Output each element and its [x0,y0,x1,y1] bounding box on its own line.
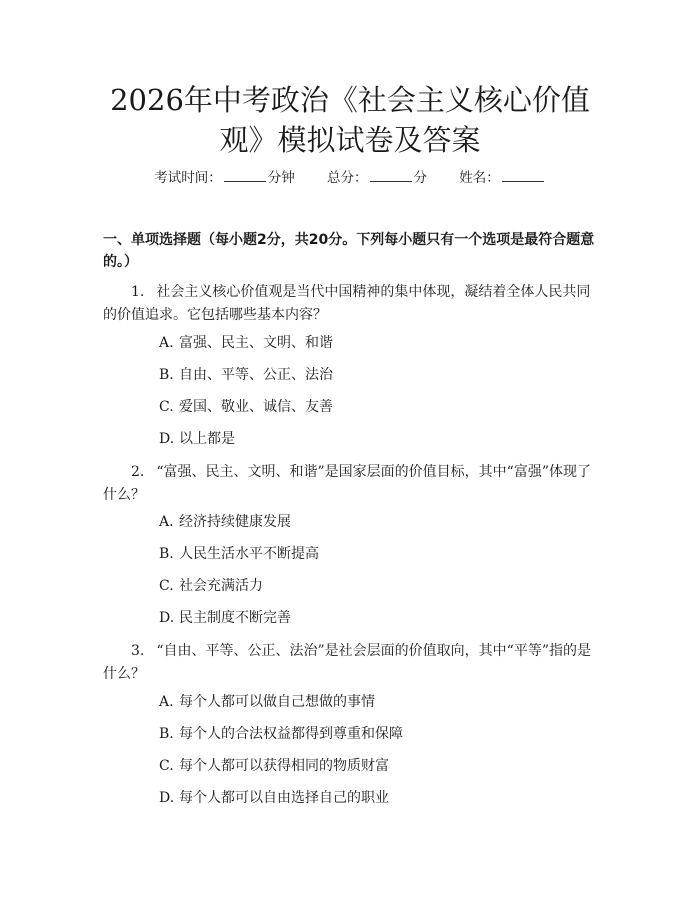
question-2-option-a [159,512,291,532]
option-text: 富强、民主、文明、和谐 [179,335,333,351]
student-name-field [459,168,546,188]
page-title: 2026年中考政治《社会主义核心价值观》模拟试卷及答案 [110,83,590,157]
question-2-option-c [159,576,263,596]
option-letter: A. [159,514,174,530]
question-text: “富强、民主、文明、和谐”是国家层面的价值目标，其中“富强”体现了什么？ [103,464,591,503]
student-name-label: 姓名： [459,170,500,186]
student-name-blank [502,168,544,182]
question-3-option-a [159,692,375,712]
question-number: 3. [131,643,145,659]
option-text: 自由、平等、公正、法治 [179,367,333,383]
question-3-option-c [159,756,389,776]
question-1 [103,281,600,327]
option-text: 人民生活水平不断提高 [179,546,319,562]
total-score-unit: 分 [413,170,427,186]
option-letter: C. [159,399,174,415]
exam-time-field [154,168,295,188]
question-3-option-b [159,724,403,744]
option-letter: B. [159,367,174,383]
option-text: 每个人都可以获得相同的物质财富 [179,758,389,774]
total-score-field [327,168,427,188]
option-letter: B. [159,546,174,562]
option-letter: C. [159,758,174,774]
question-text: 社会主义核心价值观是当代中国精神的集中体现，凝结着全体人民共同的价值追求。它包括哪些基本内容？ [103,284,591,323]
exam-time-unit: 分钟 [267,170,295,186]
option-letter: A. [159,694,174,710]
option-text: 每个人都可以做自己想做的事情 [179,694,375,710]
question-3 [103,640,600,686]
option-letter: D. [159,431,175,447]
option-letter: D. [159,790,175,806]
exam-info-line [0,168,700,188]
option-text: 每个人都可以自由选择自己的职业 [179,790,389,806]
section-header: 一、单项选择题（每小题2分，共20分。下列每小题只有一个选项是最符合题意的。） [103,232,595,270]
question-2-option-b [159,544,319,564]
exam-time-blank [224,168,266,182]
question-text: “自由、平等、公正、法治”是社会层面的价值取向，其中“平等”指的是什么？ [103,643,591,682]
option-text: 每个人的合法权益都得到尊重和保障 [179,726,403,742]
question-1-option-a [159,333,333,353]
option-letter: B. [159,726,174,742]
question-1-option-d [159,429,235,449]
question-2 [103,461,600,507]
total-score-blank [370,168,412,182]
option-letter: D. [159,610,175,626]
question-1-option-c [159,397,333,417]
question-number: 1. [131,284,145,300]
option-text: 爱国、敬业、诚信、友善 [179,399,333,415]
option-text: 经济持续健康发展 [179,514,291,530]
option-text: 社会充满活力 [179,578,263,594]
option-letter: C. [159,578,174,594]
option-text: 民主制度不断完善 [179,610,291,626]
question-3-option-d [159,788,389,808]
total-score-label: 总分： [327,170,368,186]
exam-time-label: 考试时间： [154,170,222,186]
option-text: 以上都是 [179,431,235,447]
question-2-option-d [159,608,291,628]
option-letter: A. [159,335,174,351]
question-1-option-b [159,365,333,385]
question-number: 2. [131,464,145,480]
